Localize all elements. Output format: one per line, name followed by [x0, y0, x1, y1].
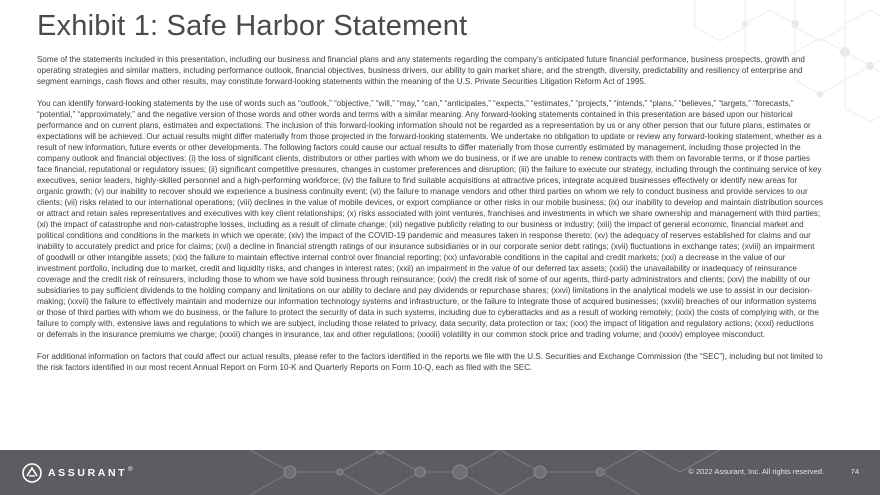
registered-mark: ® [128, 467, 133, 473]
logo-wordmark: ASSURANT [48, 467, 128, 479]
assurant-logo [22, 463, 133, 483]
paragraph-risk-factors: You can identify forward-looking statements by the use of words such as “outlook,” “objective,” “will,” “may,” “can,” “anticipates,” “expects,” “estimates,” “projects,” “intends,” “plans,” “believes,” “targets,” “forecasts,” “potential,” “approximately,” and the negative version of those words and other words and terms with a similar meaning. Any forward-looking statements contained in this presentation are based upon our historical performance and on current plans, estimates and expectations. The inclusion of this forward-looking information should not be regarded as a representation by us or any other person that our future plans, estimates or expectations will be achieved. Our actual results might differ materially from those projected in the forward-looking statements. We undertake no obligation to update or review any forward-looking statement, whether as a result of new information, future events or other developments. The following factors could cause our actual results to differ materially from those currently estimated by management, including those projected in the company outlook and financial objectives: (i) the loss of significant clients, distributors or other parties with whom we do business, or if we are unable to renew contracts with them on favorable terms, or if those parties face financial, reputational or regulatory issues; (ii) significant competitive pressures, changes in customer preferences and disruption; (iii) the failure to execute our strategy, including through the continuing service of key executives, senior leaders, highly-skilled personnel and a high-performing workforce; (iv) the failure to find suitable acquisitions at attractive prices, integrate acquired businesses effectively or identify new areas for organic growth; (v) our inability to recover should we experience a business continuity event; (vi) the failure to manage vendors and other third parties on whom we rely to conduct business and provide services to our clients; (vii) risks related to our international operations; (viii) declines in the value of mobile devices, or export compliance or other risks in our mobile business; (ix) our inability to develop and maintain distribution sources or attract and retain sales representatives and executives with key client relationships; (x) risks associated with joint ventures, franchises and investments in which we share ownership and management with third parties; (xi) the impact of catastrophe and non-catastrophe losses, including as a result of climate change; (xii) negative publicity relating to our business or industry; (xiii) the impact of general economic, financial market and political conditions and conditions in the markets in which we operate; (xiv) the impact of the COVID-19 pandemic and measures taken in response thereto; (xv) the adequacy of reserves established for claims and our inability to accurately predict and price for claims; (xvi) a decline in financial strength ratings of our insurance subsidiaries or in our corporate senior debt ratings; (xvii) fluctuations in exchange rates; (xviii) an impairment of goodwill or other intangible assets; (xix) the failure to maintain effective internal control over financial reporting; (xx) unfavorable conditions in the capital and credit markets; (xxi) a decrease in the value of our investment portfolio, including due to market, credit and liquidity risks, and changes in interest rates; (xxii) an impairment in the value of our deferred tax assets; (xxiii) the unavailability or inadequacy of reinsurance coverage and the credit risk of reinsurers, including those to whom we have sold business through reinsurance; (xxiv) the credit risk of some of our agents, third-party administrators and clients; (xxv) the inability of our subsidiaries to pay sufficient dividends to the holding company and limitations on our ability to declare and pay dividends or repurchase shares; (xxvi) limitations in the analytical models we use to assist in our decision-making; (xxvii) the failure to effectively maintain and modernize our information technology systems and infrastructure, or the failure to integrate those of acquired businesses; (xxviii) breaches of our information systems or those of third parties with whom we do business, or the failure to protect the security of data in such systems, including due to cyberattacks and as a result of working remotely; (xxix) the costs of complying with, or the failure to comply with, extensive laws and regulations to which we are subject, including those related to privacy, data security, data protection or tax; (xxx) the impact of litigation and regulatory actions; (xxxi) reductions or deferrals in the insurance premiums we charge; (xxxii) changes in insurance, tax and other regulations; (xxxiii) volatility in our common stock price and trading volume; and (xxxiv) employee misconduct. [37, 99, 823, 339]
assurant-logo-icon [22, 463, 42, 483]
safe-harbor-body [37, 54, 823, 384]
paragraph-additional-info: For additional information on factors that could affect our actual results, please refer to the factors identified in the reports we file with the U.S. Securities and Exchange Commission (the “SEC”), including but not limited to the risk factors identified in our most recent Annual Report on Form 10-K and Quarterly Reports on Form 10-Q, each as filed with the SEC. [37, 352, 823, 372]
footer-bar [0, 450, 880, 495]
paragraph-intro: Some of the statements included in this presentation, including our business and financial plans and any statements regarding the company’s anticipated future financial performance, business prospects, growth and operating strategies and similar matters, including performance outlook, financial objectives, business drivers, our ability to gain market share, and the strength, diversity, predictability and resiliency of enterprise and segment earnings, cash flows and other results, may constitute forward-looking statements within the meaning of the U.S. Private Securities Litigation Reform Act of 1995. [37, 55, 805, 86]
page-number: 74 [850, 467, 859, 476]
slide-title: Exhibit 1: Safe Harbor Statement [37, 10, 468, 42]
copyright-text: © 2022 Assurant, Inc. All rights reserved. [688, 467, 824, 476]
